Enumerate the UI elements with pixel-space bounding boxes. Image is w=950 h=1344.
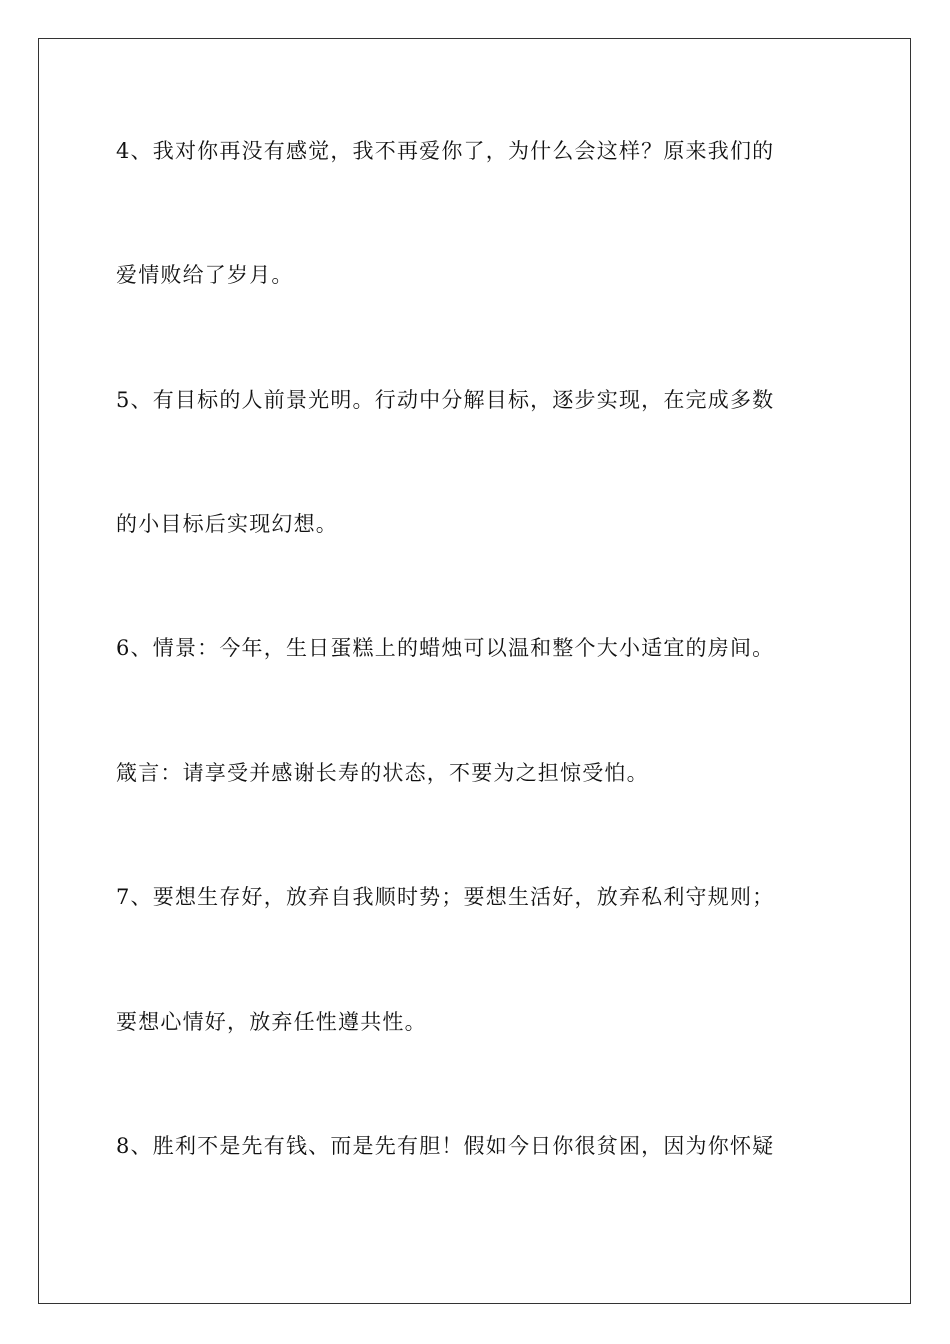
text-line-item-4: 4、我对你再没有感觉，我不再爱你了，为什么会这样？原来我们的	[116, 139, 775, 163]
page-border	[38, 38, 911, 1304]
text-line-item-4-cont: 爱情败给了岁月。	[116, 263, 294, 287]
text-line-item-6: 6、情景：今年，生日蛋糕上的蜡烛可以温和整个大小适宜的房间。	[116, 636, 775, 660]
text-line-item-8: 8、胜利不是先有钱、而是先有胆！假如今日你很贫困，因为你怀疑	[116, 1134, 775, 1158]
text-line-item-5-cont: 的小目标后实现幻想。	[116, 512, 338, 536]
text-line-item-7: 7、要想生存好，放弃自我顺时势；要想生活好，放弃私利守规则；	[116, 885, 775, 909]
text-line-item-7-cont: 要想心情好，放弃任性遵共性。	[116, 1010, 427, 1034]
text-line-item-6-motto: 箴言：请享受并感谢长寿的状态，不要为之担惊受怕。	[116, 761, 649, 785]
text-line-item-5: 5、有目标的人前景光明。行动中分解目标，逐步实现，在完成多数	[116, 388, 775, 412]
